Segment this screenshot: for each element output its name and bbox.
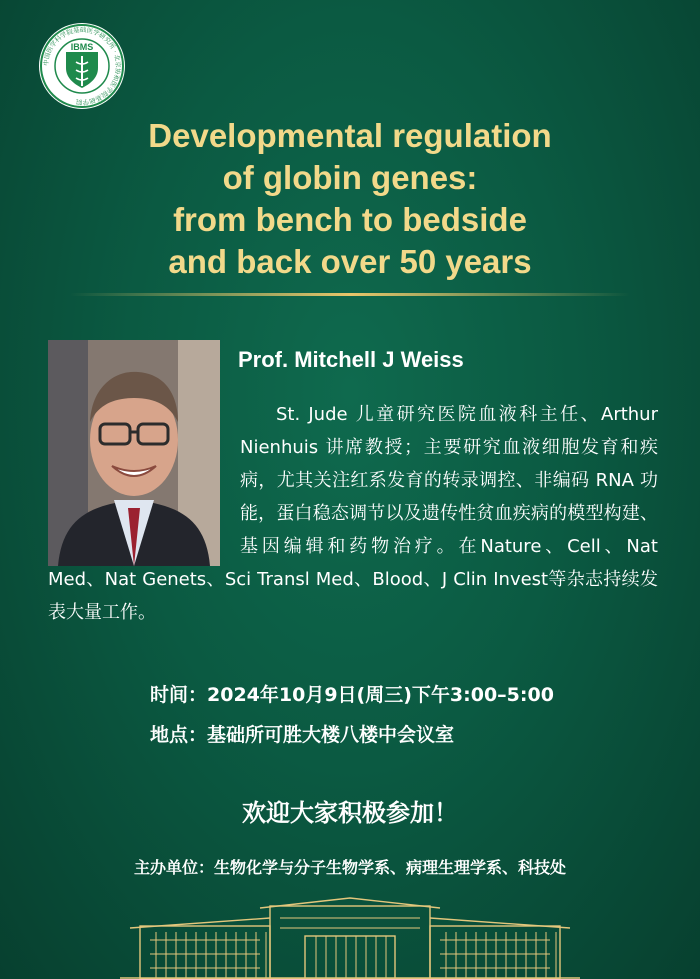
event-time: 时间：2024年10月9日(周三)下午3:00–5:00	[150, 684, 554, 706]
building-illustration	[120, 896, 580, 979]
host-organizers: 主办单位：生物化学与分子生物学系、病理生理学系、科技处	[133, 858, 566, 877]
event-location: 地点：基础所可胜大楼八楼中会议室	[150, 724, 455, 746]
speaker-bio-block	[48, 398, 658, 629]
logo-abbr: IBMS	[70, 42, 94, 52]
speaker-name: Prof. Mitchell J Weiss	[238, 347, 464, 372]
title-line: and back over 50 years	[168, 243, 532, 280]
title-line: Developmental regulation	[148, 117, 552, 154]
title-line: from bench to bedside	[173, 201, 527, 238]
talk-title	[0, 115, 700, 283]
gold-divider	[70, 293, 630, 296]
ibms-logo	[38, 22, 126, 110]
welcome-text: 欢迎大家积极参加！	[242, 799, 458, 827]
svg-text:中国医学科学院基础医学研究所 · 北京协和医学院基础学院: 中国医学科学院基础医学研究所 · 北京协和医学院基础学院	[41, 25, 123, 107]
title-line: of globin genes:	[222, 159, 478, 196]
speaker-bio: St. Jude 儿童研究医院血液科主任、Arthur Nienhuis 讲席教授；主要研究血液细胞发育和疾病，尤其关注红系发育的转录调控、非编码 RNA 功能，蛋白稳态调节以及遗传性贫血疾病的模型构建、基因编辑和药物治疗。在Nature、Cell、Nat Med、Nat Genets、Sci Transl Med、Blood、J Clin Invest等杂志持续发表大量工作。	[48, 404, 658, 623]
